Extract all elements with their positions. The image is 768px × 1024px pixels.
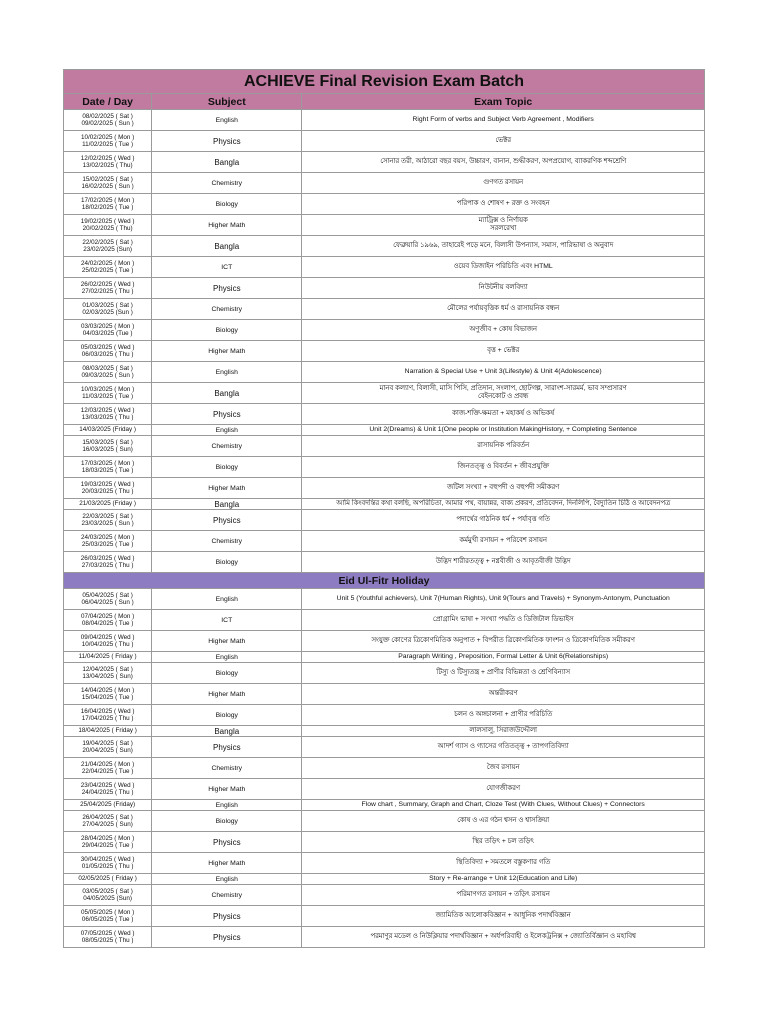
subject-cell: Bangla (152, 726, 302, 737)
topic-cell: উদ্ভিদ শারীরতত্ত্ব + নগ্নবীজী ও আবৃতবীজী উদ্ভিদ (302, 552, 705, 573)
date-cell (64, 663, 152, 684)
table-row (64, 663, 705, 684)
date-line-2: 08/04/2025 ( Tue ) (81, 620, 134, 627)
subject-cell: Bangla (152, 236, 302, 257)
date-line-1: 03/05/2025 ( Sat ) (82, 887, 133, 895)
topic-cell: স্থিতিবিদ্যা + সমতলে বস্তুকণার গতি (302, 853, 705, 874)
date-cell (64, 278, 152, 299)
date-cell (64, 362, 152, 383)
date-line-2: 16/03/2025 ( Sun) (82, 446, 133, 453)
date-cell (64, 726, 152, 737)
subject-cell: Higher Math (152, 779, 302, 800)
date-line-2: 27/02/2025 ( Thu ) (81, 288, 134, 295)
topic-cell: পরিপাক ও শোষণ + রক্ত ও সংবহন (302, 194, 705, 215)
date-line-1: 23/04/2025 ( Wed ) (80, 781, 135, 789)
date-line-1: 26/04/2025 ( Sat ) (82, 813, 133, 821)
table-row (64, 499, 705, 510)
date-line-1: 22/02/2025 ( Sat ) (82, 238, 133, 246)
date-line-1: 21/03/2025 (Friday ) (79, 500, 136, 508)
date-line-1: 19/02/2025 ( Wed ) (80, 217, 135, 225)
date-line-1: 07/05/2025 ( Wed ) (80, 929, 135, 937)
table-row (64, 299, 705, 320)
topic-cell: ফেব্রুয়ারি ১৯৬৯, তাহারেই পড়ে মনে, বিলাসী উপন্যাস, সমাস, পারিভাষা ও অনুবাদ (302, 236, 705, 257)
date-line-2: 17/04/2025 ( Thu ) (81, 715, 134, 722)
subject-cell: Bangla (152, 383, 302, 404)
date-cell (64, 436, 152, 457)
topic-cell: অণুজীব + কোষ বিভাজন (302, 320, 705, 341)
schedule-table (63, 69, 705, 948)
table-row (64, 800, 705, 811)
topic-cell: নিউটনীয় বলবিদ্যা (302, 278, 705, 299)
date-line-2: 04/03/2025 (Tue ) (82, 330, 133, 337)
subject-cell: Higher Math (152, 631, 302, 652)
date-line-2: 11/03/2025 ( Tue ) (82, 393, 134, 400)
date-cell (64, 131, 152, 152)
date-line-1: 05/03/2025 ( Wed ) (80, 343, 135, 351)
table-row (64, 457, 705, 478)
date-cell (64, 257, 152, 278)
table-row (64, 853, 705, 874)
date-line-1: 14/03/2025 (Friday ) (79, 426, 136, 434)
date-cell (64, 404, 152, 425)
date-line-2: 18/03/2025 ( Tue ) (81, 467, 134, 474)
subject-cell: Chemistry (152, 758, 302, 779)
date-line-1: 17/03/2025 ( Mon ) (81, 459, 135, 467)
topic-cell: প্রোগ্রামিং ভাষা + সংখ্যা পদ্ধতি ও ডিজিটাল ডিভাইস (302, 610, 705, 631)
topic-cell: যোগজীকরণ (302, 779, 705, 800)
date-cell (64, 110, 152, 131)
date-cell (64, 737, 152, 758)
holiday-label: Eid Ul-Fitr Holiday (64, 573, 705, 589)
date-line-2: 20/03/2025 ( Thu ) (81, 488, 134, 495)
table-row (64, 811, 705, 832)
holiday-row (64, 573, 705, 589)
table-row (64, 589, 705, 610)
date-line-1: 02/05/2025 ( Friday ) (78, 875, 137, 883)
date-line-1: 05/05/2025 ( Mon ) (81, 908, 135, 916)
table-row (64, 832, 705, 853)
topic-cell: মানব কল্যাণ, বিলাসী, মাসি পিসি, প্রতিদান, সংলাপ, ছোটগল্প, সারাংশ-সারমর্ম, ভাব সম্প্রসারণ বেইনকোট ও প্রবন্ধ (302, 383, 705, 404)
date-cell (64, 194, 152, 215)
date-cell (64, 152, 152, 173)
date-cell (64, 874, 152, 885)
header-date: Date / Day (64, 94, 152, 110)
topic-cell: জৈব রসায়ন (302, 758, 705, 779)
topic-cell: কোষ ও এর গঠন শ্বসন ও শ্বাসক্রিয়া (302, 811, 705, 832)
date-line-1: 26/02/2025 ( Wed ) (80, 280, 135, 288)
subject-cell: Higher Math (152, 215, 302, 236)
topic-cell: সংযুক্ত কোণের ত্রিকোণমিতিক অনুপাত + বিপরীত ত্রিকোণমিতিক ফাংশন ও ত্রিকোণমিতিক সমীকরণ (302, 631, 705, 652)
topic-cell: ওয়েব ডিজাইন পরিচিতি এবং HTML (302, 257, 705, 278)
date-cell (64, 552, 152, 573)
date-line-1: 07/04/2025 ( Mon ) (81, 612, 135, 620)
date-line-1: 12/04/2025 ( Sat ) (82, 665, 133, 673)
table-row (64, 906, 705, 927)
date-cell (64, 383, 152, 404)
date-line-2: 22/04/2025 ( Tue ) (81, 768, 134, 775)
table-row (64, 737, 705, 758)
date-cell (64, 853, 152, 874)
date-line-2: 13/03/2025 ( Thu ) (81, 414, 134, 421)
topic-cell: অন্তরীকরণ (302, 684, 705, 705)
table-row (64, 257, 705, 278)
table-row (64, 652, 705, 663)
date-line-1: 15/02/2025 ( Sat ) (82, 175, 133, 183)
subject-cell: English (152, 589, 302, 610)
date-line-1: 09/04/2025 ( Wed ) (80, 633, 135, 641)
topic-cell: চলন ও অঙ্গচালনা + প্রাণীর পরিচিতি (302, 705, 705, 726)
date-cell (64, 341, 152, 362)
subject-cell: Physics (152, 832, 302, 853)
topic-cell: জটিল সংখ্যা + বহুপদী ও বহুপদী সমীকরণ (302, 478, 705, 499)
date-line-1: 05/04/2025 ( Sat ) (82, 591, 133, 599)
date-cell (64, 652, 152, 663)
subject-cell: English (152, 425, 302, 436)
table-row (64, 131, 705, 152)
date-cell (64, 906, 152, 927)
table-row (64, 510, 705, 531)
date-line-2: 09/02/2025 ( Sun ) (81, 120, 134, 127)
subject-cell: Physics (152, 906, 302, 927)
table-row (64, 610, 705, 631)
topic-cell: Story + Re-arrange + Unit 12(Education and Life) (302, 874, 705, 885)
date-cell (64, 811, 152, 832)
date-line-2: 11/02/2025 ( Tue ) (82, 141, 134, 148)
topic-cell: জিনতত্ত্ব ও বিবর্তন + জীবপ্রযুক্তি (302, 457, 705, 478)
topic-cell: স্থির তড়িৎ + চল তড়িৎ (302, 832, 705, 853)
date-cell (64, 215, 152, 236)
date-line-1: 19/04/2025 ( Sat ) (82, 739, 133, 747)
topic-cell: মৌলের পর্যায়বৃত্তিক ধর্ম ও রাসায়নিক বন্ধন (302, 299, 705, 320)
subject-cell: English (152, 800, 302, 811)
subject-cell: Higher Math (152, 853, 302, 874)
subject-cell: Biology (152, 320, 302, 341)
date-line-1: 28/04/2025 ( Mon ) (81, 834, 135, 842)
date-line-1: 10/02/2025 ( Mon ) (81, 133, 135, 141)
date-line-2: 02/03/2025 (Sun ) (82, 309, 133, 316)
subject-cell: English (152, 874, 302, 885)
date-cell (64, 589, 152, 610)
date-line-1: 08/02/2025 ( Sat ) (82, 112, 133, 120)
date-line-1: 22/03/2025 ( Sat ) (82, 512, 133, 520)
table-row (64, 110, 705, 131)
topic-cell: গুণগত রসায়ন (302, 173, 705, 194)
subject-cell: Bangla (152, 152, 302, 173)
topic-cell: বৃত্ত + ভেক্টর (302, 341, 705, 362)
page-title: ACHIEVE Final Revision Exam Batch (64, 70, 705, 94)
date-line-1: 11/04/2025 ( Friday ) (78, 653, 137, 661)
date-cell (64, 236, 152, 257)
date-line-1: 26/03/2025 ( Wed ) (80, 554, 135, 562)
date-cell (64, 499, 152, 510)
subject-cell: Biology (152, 457, 302, 478)
date-line-2: 18/02/2025 ( Tue ) (81, 204, 134, 211)
table-row (64, 552, 705, 573)
date-cell (64, 927, 152, 948)
table-row (64, 531, 705, 552)
date-cell (64, 779, 152, 800)
table-row (64, 779, 705, 800)
subject-cell: Chemistry (152, 299, 302, 320)
header-topic: Exam Topic (302, 94, 705, 110)
subject-cell: Chemistry (152, 531, 302, 552)
subject-cell: Biology (152, 552, 302, 573)
header-row (64, 94, 705, 110)
subject-cell: Higher Math (152, 341, 302, 362)
subject-cell: Physics (152, 927, 302, 948)
date-cell (64, 425, 152, 436)
subject-cell: ICT (152, 257, 302, 278)
date-cell (64, 610, 152, 631)
date-line-1: 03/03/2025 ( Mon ) (81, 322, 135, 330)
table-row (64, 152, 705, 173)
date-line-2: 13/04/2025 ( Sun) (82, 673, 133, 680)
date-cell (64, 705, 152, 726)
topic-cell: Right Form of verbs and Subject Verb Agreement , Modifiers (302, 110, 705, 131)
date-cell (64, 299, 152, 320)
subject-cell: Bangla (152, 499, 302, 510)
date-line-2: 01/05/2025 ( Thu ) (81, 863, 134, 870)
date-cell (64, 832, 152, 853)
date-line-2: 27/03/2025 ( Thu ) (81, 562, 134, 569)
date-cell (64, 457, 152, 478)
subject-cell: Chemistry (152, 436, 302, 457)
date-cell (64, 531, 152, 552)
date-line-2: 06/05/2025 ( Tue ) (81, 916, 134, 923)
subject-cell: Biology (152, 663, 302, 684)
subject-cell: Biology (152, 705, 302, 726)
date-cell (64, 684, 152, 705)
subject-cell: Higher Math (152, 478, 302, 499)
date-line-1: 16/04/2025 ( Wed ) (80, 707, 135, 715)
topic-cell: ম্যাট্রিক্স ও নির্ণায়ক সরলরেখা (302, 215, 705, 236)
table-row (64, 341, 705, 362)
table-row (64, 320, 705, 341)
date-line-2: 16/02/2025 ( Sun ) (81, 183, 134, 190)
topic-cell: কর্মমুখী রসায়ন + পরিবেশ রসায়ন (302, 531, 705, 552)
date-cell (64, 631, 152, 652)
topic-cell: Narration & Special Use + Unit 3(Lifestyle) & Unit 4(Adolescence) (302, 362, 705, 383)
date-cell (64, 173, 152, 194)
date-line-1: 14/04/2025 ( Mon ) (81, 686, 135, 694)
table-row (64, 436, 705, 457)
subject-cell: Biology (152, 194, 302, 215)
subject-cell: Chemistry (152, 173, 302, 194)
date-line-1: 10/03/2025 ( Mon ) (81, 385, 135, 393)
date-line-2: 25/02/2025 ( Tue ) (81, 267, 134, 274)
date-line-2: 15/04/2025 ( Tue ) (81, 694, 134, 701)
subject-cell: Physics (152, 131, 302, 152)
subject-cell: Biology (152, 811, 302, 832)
date-line-2: 10/04/2025 ( Thu ) (81, 641, 134, 648)
date-line-2: 06/04/2025 ( Sun ) (81, 599, 134, 606)
subject-cell: Physics (152, 510, 302, 531)
table-row (64, 705, 705, 726)
date-line-2: 24/04/2025 ( Thu ) (81, 789, 134, 796)
topic-cell: Unit 2(Dreams) & Unit 1(One people or Institution MakingHistory, + Completing Sentence (302, 425, 705, 436)
topic-cell: রাসায়নিক পরিবর্তন (302, 436, 705, 457)
topic-cell: আমি কিংবদন্তির কথা বলছি, অপরিচিতা, আমার পথ, বায়ান্নর, বাক্য প্রকরণ, প্রতিবেদন, দিনলিপি, বৈদ্যুতিন চিঠি ও আবেদনপত্র (302, 499, 705, 510)
topic-cell: পরিমাণগত রসায়ন + তড়িৎ রসায়ন (302, 885, 705, 906)
table-row (64, 173, 705, 194)
date-line-1: 25/04/2025 (Friday) (80, 801, 136, 809)
date-line-2: 23/03/2025 ( Sun ) (81, 520, 134, 527)
subject-cell: Physics (152, 278, 302, 299)
date-line-1: 21/04/2025 ( Mon ) (81, 760, 135, 768)
subject-cell: English (152, 110, 302, 131)
table-row (64, 425, 705, 436)
subject-cell: Higher Math (152, 684, 302, 705)
table-row (64, 215, 705, 236)
date-line-1: 01/03/2025 ( Sat ) (82, 301, 133, 309)
header-subject: Subject (152, 94, 302, 110)
subject-cell: English (152, 652, 302, 663)
topic-cell: Unit 5 (Youthful achievers), Unit 7(Human Rights), Unit 9(Tours and Travels) + Synonym-Antonym, Punctuation (302, 589, 705, 610)
table-row (64, 684, 705, 705)
topic-cell: ভেক্টর (302, 131, 705, 152)
date-cell (64, 758, 152, 779)
date-line-1: 08/03/2025 ( Sat ) (82, 364, 133, 372)
topic-cell: পরমাণুর মডেল ও নিউক্লিয়ার পদার্থবিজ্ঞান + অর্ধপরিবাহী ও ইলেকট্রনিক্স + জ্যোতির্বিজ্ঞান ও মহাবিশ্ব (302, 927, 705, 948)
date-line-2: 25/03/2025 ( Tue ) (81, 541, 134, 548)
date-line-2: 09/03/2025 ( Sun ) (81, 372, 134, 379)
date-line-1: 18/04/2025 ( Friday ) (78, 727, 137, 735)
table-row (64, 362, 705, 383)
table-row (64, 885, 705, 906)
topic-cell: পদার্থের গাঠনিক ধর্ম + পর্যাবৃত্ত গতি (302, 510, 705, 531)
table-row (64, 404, 705, 425)
topic-cell: টিস্যু ও টিস্যুতন্ত্র + প্রাণীর বিভিন্নতা ও শ্রেণিবিন্যাস (302, 663, 705, 684)
table-row (64, 194, 705, 215)
date-line-2: 29/04/2025 ( Tue ) (81, 842, 134, 849)
table-row (64, 874, 705, 885)
topic-cell: লালসালু, সিরাজউদ্দৌলা (302, 726, 705, 737)
date-line-2: 20/02/2025 ( Thu) (82, 225, 133, 232)
topic-cell: কাজ-শক্তি-ক্ষমতা + মহাকর্ষ ও অভিকর্ষ (302, 404, 705, 425)
date-line-2: 06/03/2025 ( Thu ) (81, 351, 134, 358)
topic-cell: সোনার তরী, আঠারো বছর বয়স, উচ্চারণ, বানান, শুদ্ধীকরণ, অপপ্রয়োগ, ব্যাকরণিক শব্দশ্রেণি (302, 152, 705, 173)
topic-cell: Flow chart , Summary, Graph and Chart, Cloze Test (With Clues, Without Clues) + Connectors (302, 800, 705, 811)
topic-cell: জ্যামিতিক আলোকবিজ্ঞান + আধুনিক পদার্থবিজ্ঞান (302, 906, 705, 927)
date-line-1: 24/02/2025 ( Mon ) (81, 259, 135, 267)
topic-cell: Paragraph Writing , Preposition, Formal Letter & Unit 6(Relationships) (302, 652, 705, 663)
date-line-2: 23/02/2025 (Sun) (83, 246, 132, 253)
date-line-1: 30/04/2025 ( Wed ) (80, 855, 135, 863)
date-line-2: 27/04/2025 ( Sun) (82, 821, 133, 828)
subject-cell: Physics (152, 404, 302, 425)
date-cell (64, 800, 152, 811)
table-row (64, 927, 705, 948)
date-line-1: 12/02/2025 ( Wed ) (80, 154, 135, 162)
date-line-1: 24/03/2025 ( Mon ) (81, 533, 135, 541)
table-row (64, 478, 705, 499)
date-cell (64, 478, 152, 499)
subject-cell: English (152, 362, 302, 383)
date-line-1: 15/03/2025 ( Sat ) (82, 438, 133, 446)
table-row (64, 631, 705, 652)
date-cell (64, 320, 152, 341)
topic-cell: আদর্শ গ্যাস ও গ্যাসের গতিতত্ত্ব + তাপগতিবিদ্যা (302, 737, 705, 758)
date-line-2: 13/02/2025 ( Thu) (82, 162, 133, 169)
subject-cell: ICT (152, 610, 302, 631)
table-row (64, 278, 705, 299)
date-line-1: 17/02/2025 ( Mon ) (81, 196, 135, 204)
subject-cell: Chemistry (152, 885, 302, 906)
date-line-1: 19/03/2025 ( Wed ) (80, 480, 135, 488)
table-row (64, 758, 705, 779)
table-row (64, 236, 705, 257)
table-row (64, 726, 705, 737)
date-line-2: 20/04/2025 ( Sun) (82, 747, 133, 754)
table-row (64, 383, 705, 404)
date-cell (64, 510, 152, 531)
date-line-2: 04/05/2025 (Sun) (83, 895, 132, 902)
date-cell (64, 885, 152, 906)
subject-cell: Physics (152, 737, 302, 758)
date-line-1: 12/03/2025 ( Wed ) (80, 406, 135, 414)
title-row (64, 70, 705, 94)
date-line-2: 08/05/2025 ( Thu ) (81, 937, 134, 944)
